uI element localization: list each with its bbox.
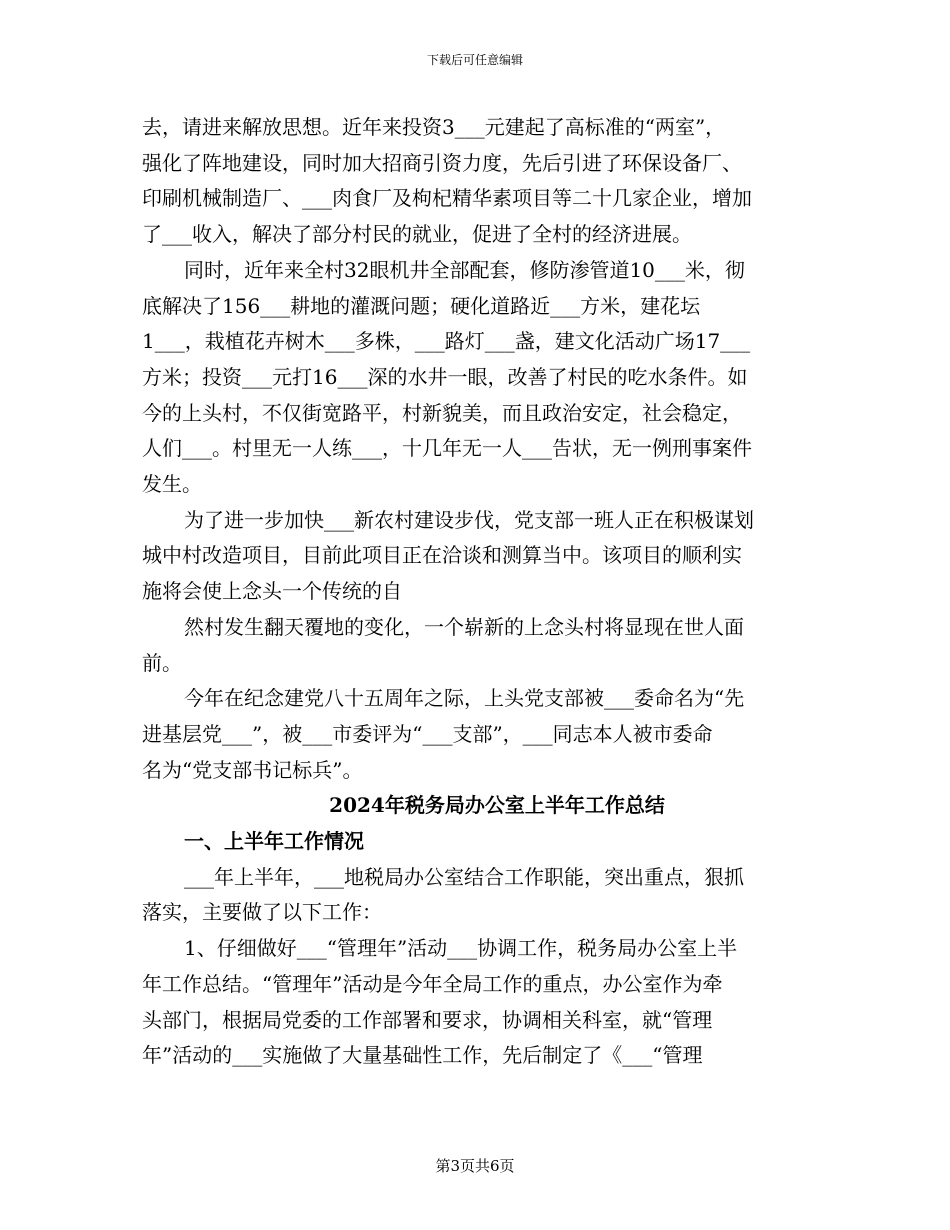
body-line: 发生。: [142, 472, 202, 497]
body-line: 落实，主要做了以下工作：: [142, 900, 382, 925]
body-line: 名为“党支部书记标兵”。: [142, 757, 363, 782]
body-line: 同时，近年来全村32眼机井全部配套，修防渗管道10___米，彻: [184, 257, 745, 282]
body-line: 今年在纪念建党八十五周年之际，上头党支部被___委命名为“先: [184, 686, 745, 711]
body-line: 施将会使上念头一个传统的自: [142, 579, 402, 604]
document-title: 2024年税务局办公室上半年工作总结: [329, 793, 665, 818]
body-line: 年工作总结。“管理年”活动是今年全局工作的重点，办公室作为牵: [142, 971, 723, 996]
body-line: 头部门，根据局党委的工作部署和要求，协调相关科室，就“管理: [142, 1007, 713, 1032]
document-body: [142, 110, 812, 1074]
body-line: 底解决了156___耕地的灌溉问题；硬化道路近___方米，建花坛: [142, 293, 701, 318]
body-line: ___年上半年，___地税局办公室结合工作职能，突出重点，狠抓: [184, 864, 744, 889]
body-line: 年”活动的___实施做了大量基础性工作，先后制定了《___“管理: [142, 1043, 703, 1068]
body-line: 今的上头村，不仅街宽路平，村新貌美，而且政治安定，社会稳定，: [142, 400, 742, 425]
body-line: 去，请进来解放思想。近年来投资3___元建起了高标准的“两室”，: [142, 115, 726, 139]
section-heading: 一、上半年工作情况: [184, 829, 364, 854]
page-header-note: 下载后可任意编辑: [426, 53, 523, 67]
page-number: 第3页共6页: [435, 1157, 515, 1175]
body-line: 前。: [142, 650, 182, 675]
body-line: 1___，栽植花卉树木___多株，___路灯___盏，建文化活动广场17___: [142, 329, 751, 354]
body-line: 强化了阵地建设，同时加大招商引资力度，先后引进了环保设备厂、: [142, 150, 742, 175]
body-line: 方米；投资___元打16___深的水井一眼，改善了村民的吃水条件。如: [142, 364, 748, 389]
body-line: 人们___。村里无一人练___，十几年无一人___告状，无一例刑事案件: [142, 436, 752, 461]
body-line: 城中村改造项目，目前此项目正在洽谈和测算当中。该项目的顺利实: [142, 543, 742, 568]
body-line: 进基层党___”，被___市委评为“___支部”，___同志本人被市委命: [142, 721, 713, 746]
body-line: 然村发生翻天覆地的变化，一个崭新的上念头村将显现在世人面: [184, 614, 744, 639]
body-line: 了___收入，解决了部分村民的就业，促进了全村的经济进展。: [142, 222, 692, 247]
body-line: 印刷机械制造厂、___肉食厂及枸杞精华素项目等二十几家企业，增加: [142, 186, 752, 211]
body-line: 1、仔细做好___“管理年”活动___协调工作，税务局办公室上半: [184, 936, 738, 961]
body-line: 为了进一步加快___新农村建设步伐，党支部一班人正在积极谋划: [184, 507, 754, 532]
